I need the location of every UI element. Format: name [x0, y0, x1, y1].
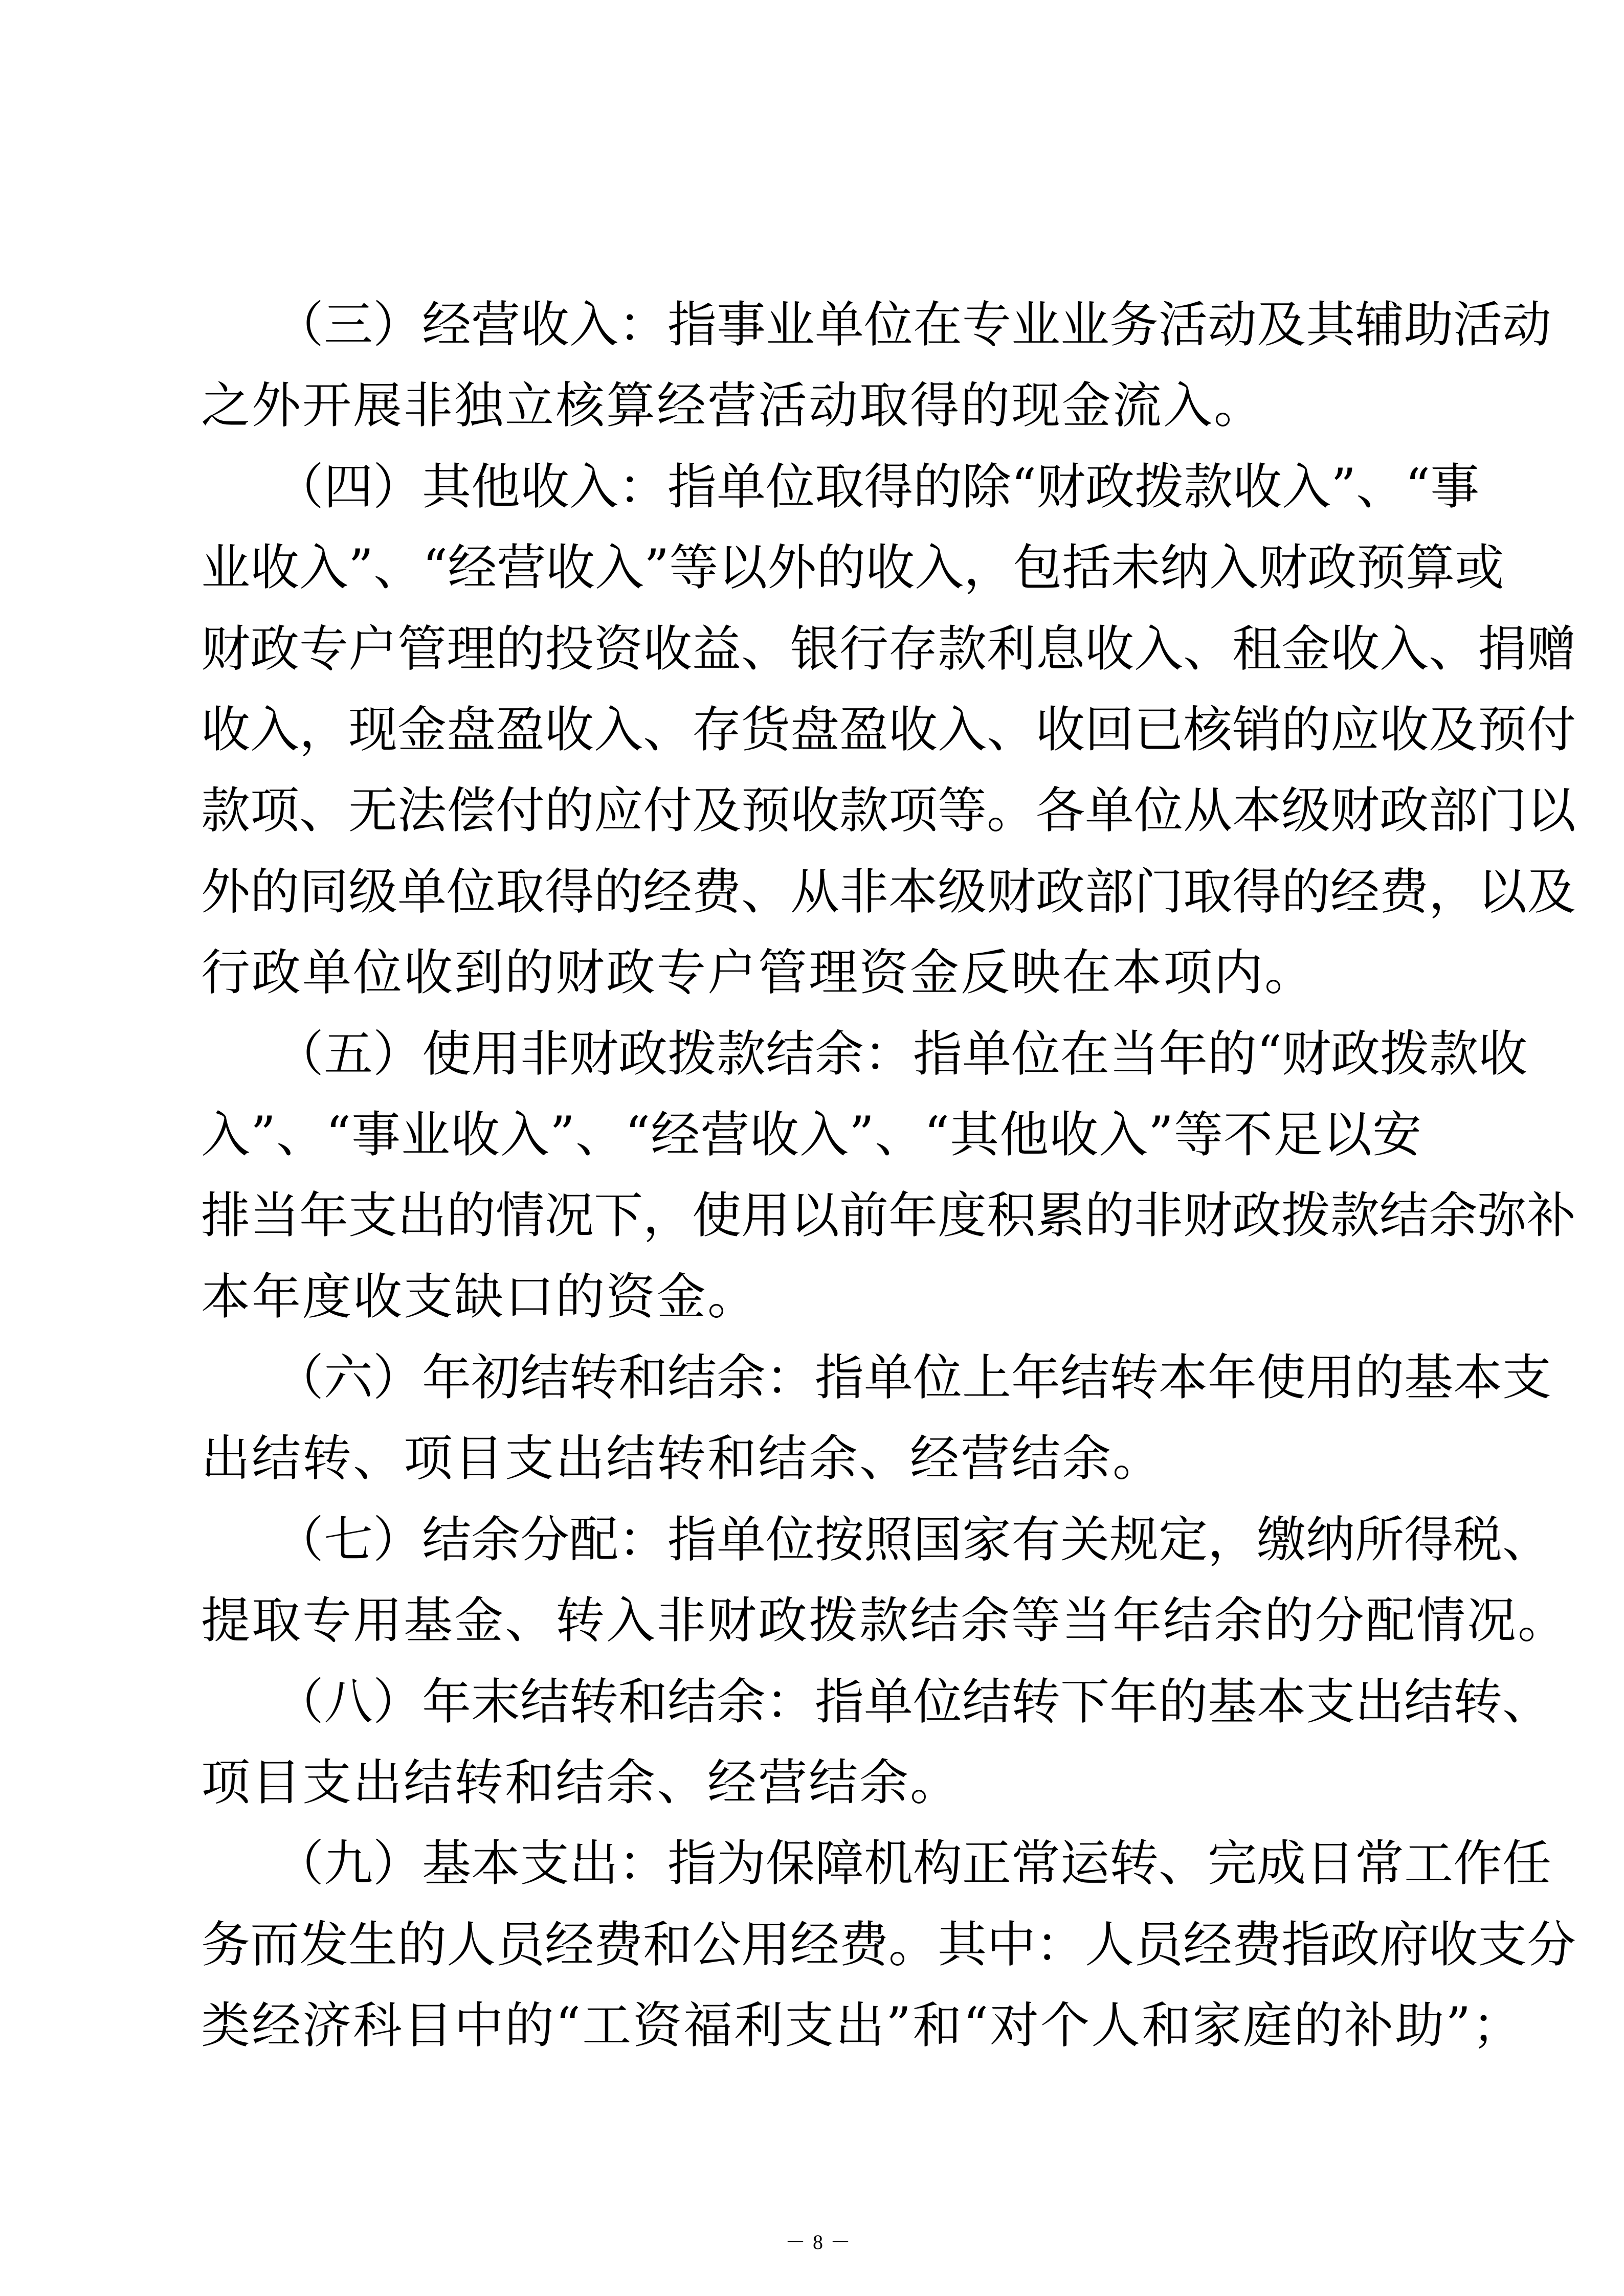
paragraph-line: 款项、无法偿付的应付及预收款项等。各单位从本级财政部门以: [201, 782, 1576, 840]
page-number: － 8 －: [785, 2231, 852, 2254]
body-text: [201, 284, 1576, 2066]
paragraph-heading-line: （四）其他收入：指单位取得的除“财政拨款收入”、“事: [201, 458, 1480, 515]
paragraph-heading-line: （八）年末结转和结余：指单位结转下年的基本支出结转、: [201, 1673, 1551, 1730]
paragraph-line: 之外开展非独立核算经营活动取得的现金流入。: [201, 377, 1264, 435]
paragraph-p8: [201, 1661, 1551, 1824]
paragraph-p7: [201, 1499, 1568, 1661]
paragraph-line: 本年度收支缺口的资金。: [201, 1268, 758, 1325]
paragraph-line: 类经济科目中的“工资福利支出”和“对个人和家庭的补助”；: [201, 1997, 1523, 2055]
paragraph-line: 务而发生的人员经费和公用经费。其中：人员经费指政府收支分: [201, 1916, 1576, 1973]
paragraph-line: 提取专用基金、转入非财政拨款结余等当年结余的分配情况。: [201, 1592, 1568, 1650]
paragraph-line: 行政单位收到的财政专户管理资金反映在本项内。: [201, 944, 1315, 1002]
paragraph-line: 项目支出结转和结余、经营结余。: [201, 1754, 961, 1812]
paragraph-p3: [201, 284, 1551, 446]
paragraph-line: 收入，现金盘盈收入、存货盘盈收入、收回已核销的应收及预付: [201, 701, 1576, 758]
paragraph-line: 排当年支出的情况下，使用以前年度积累的非财政拨款结余弥补: [201, 1187, 1576, 1245]
paragraph-heading-line: （三）经营收入：指事业单位在专业业务活动及其辅助活动: [201, 296, 1551, 353]
paragraph-heading-line: （九）基本支出：指为保障机构正常运转、完成日常工作任: [201, 1835, 1551, 1893]
paragraph-p9: [201, 1823, 1576, 2066]
paragraph-heading-line: （五）使用非财政拨款结余：指单位在当年的“财政拨款收: [201, 1025, 1528, 1083]
paragraph-p6: [201, 1337, 1551, 1499]
paragraph-heading-line: （六）年初结转和结余：指单位上年结转本年使用的基本支: [201, 1349, 1551, 1407]
paragraph-p4: [201, 446, 1576, 1014]
paragraph-p5: [201, 1014, 1576, 1338]
paragraph-line: 财政专户管理的投资收益、银行存款利息收入、租金收入、捐赠: [201, 620, 1576, 678]
paragraph-line: 入”、“事业收入”、“经营收入”、“其他收入”等不足以安: [201, 1106, 1421, 1163]
paragraph-heading-line: （七）结余分配：指单位按照国家有关规定，缴纳所得税、: [201, 1511, 1551, 1568]
paragraph-line: 业收入”、“经营收入”等以外的收入，包括未纳入财政预算或: [201, 539, 1504, 597]
paragraph-line: 出结转、项目支出结转和结余、经营结余。: [201, 1430, 1163, 1488]
paragraph-line: 外的同级单位取得的经费、从非本级财政部门取得的经费，以及: [201, 863, 1576, 920]
